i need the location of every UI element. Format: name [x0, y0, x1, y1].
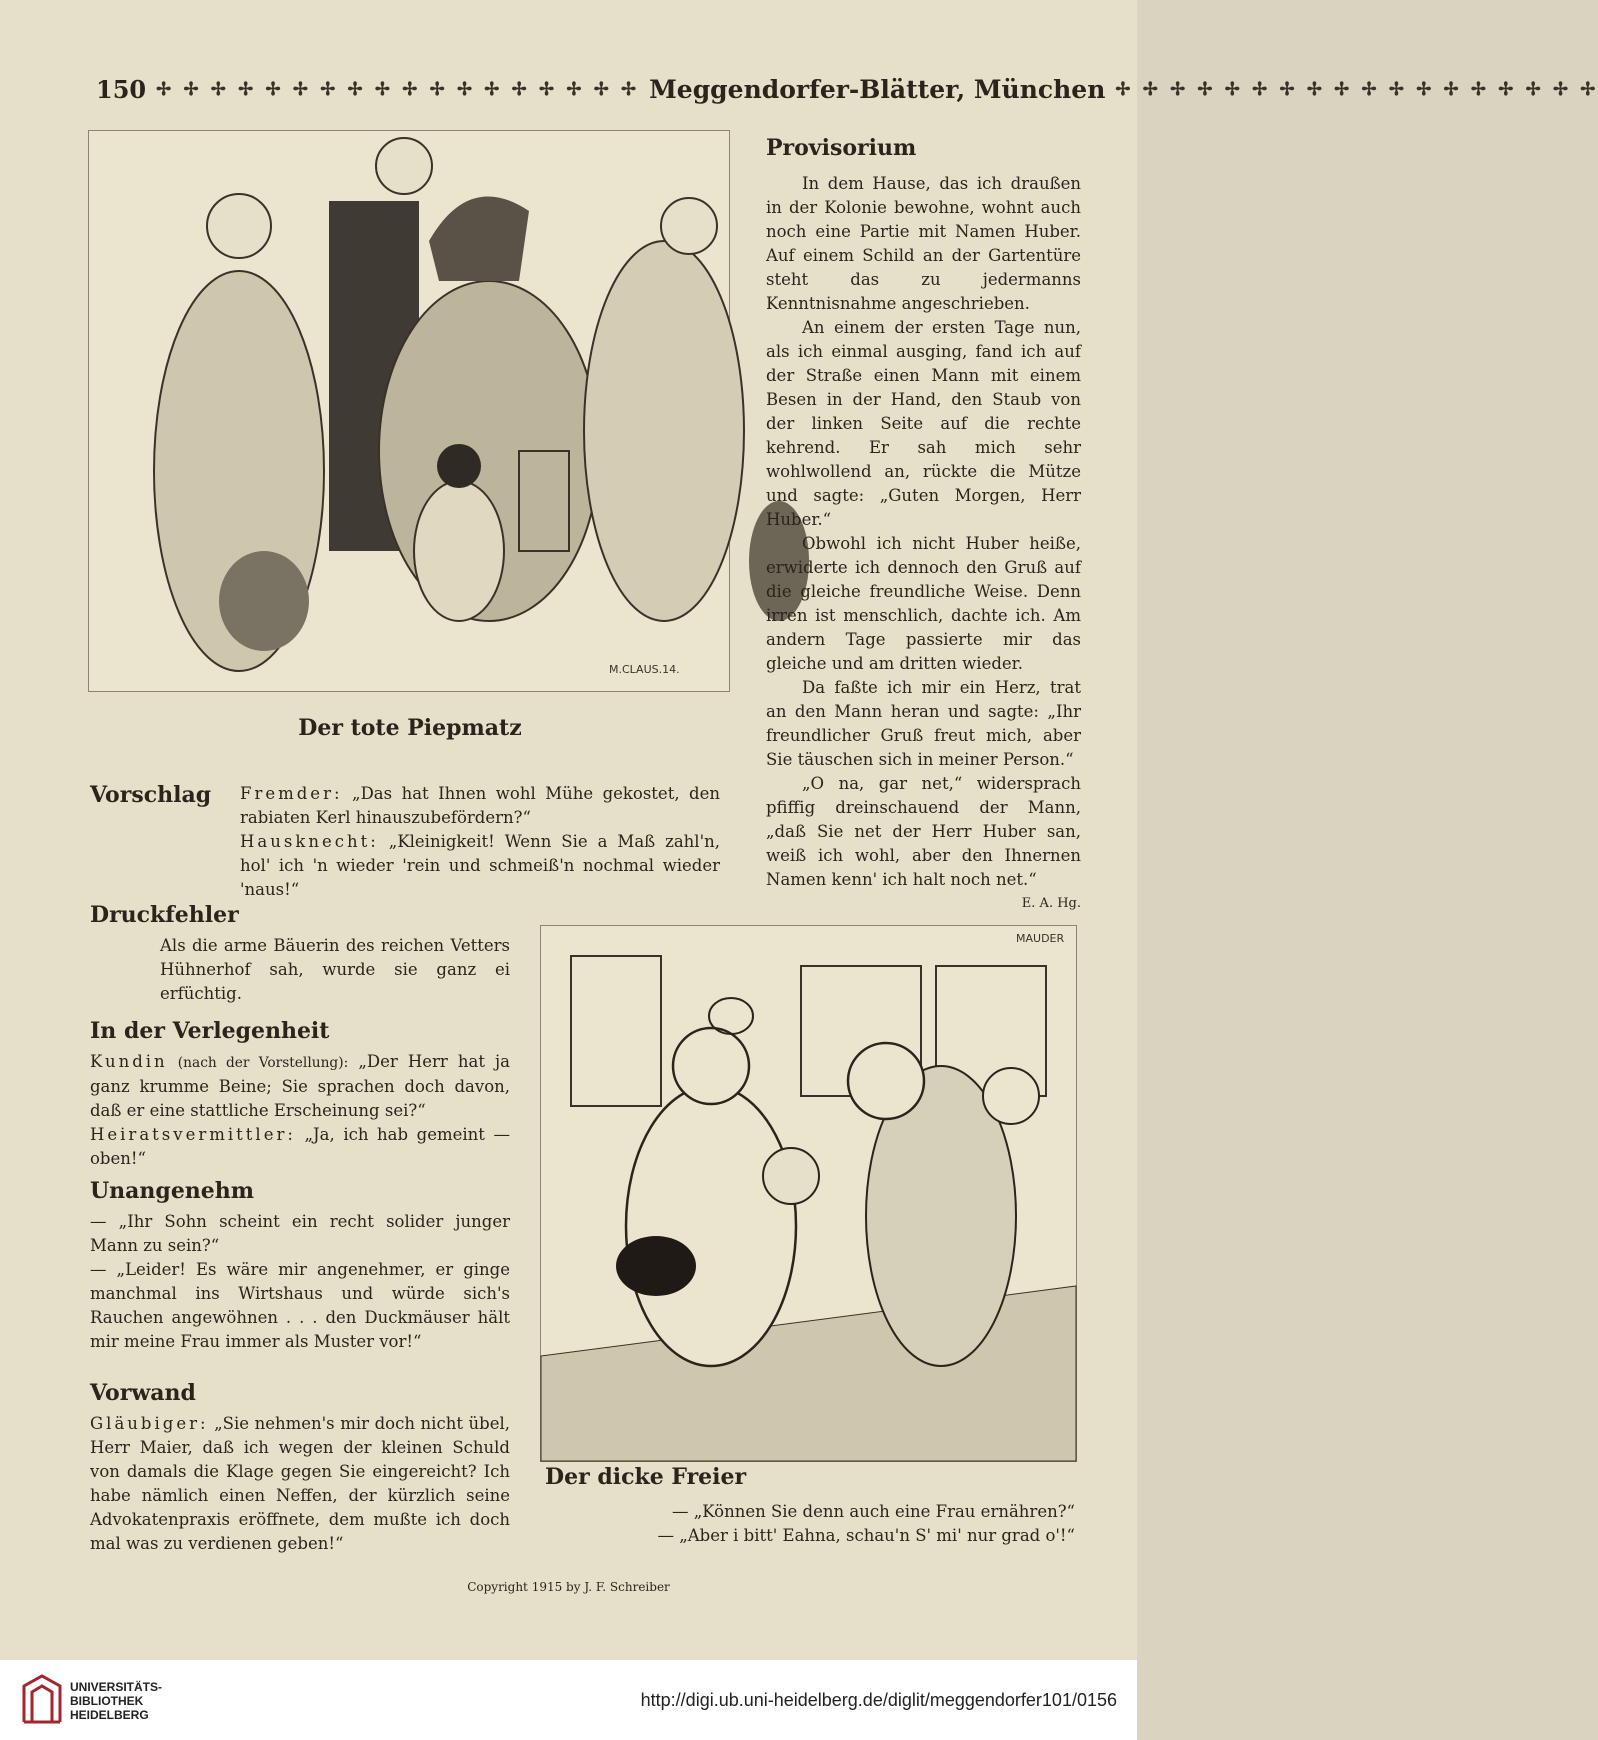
- provisorium-paragraph-1: In dem Hause, das ich draußen in der Kolonie bewohne, wohnt auch noch eine Partie mit Namen Huber. Auf einem Schild an der Gartentüre steht das zu jedermanns Kenntnisnahme angeschrieben.: [766, 174, 1081, 313]
- verlegenheit-line-1-text: „Der Herr hat ja ganz krumme Beine; Sie sprachen doch davon, daß er eine stattliche Erscheinung sei?“: [90, 1052, 511, 1120]
- vorschlag-line-2: [240, 830, 720, 902]
- section-title-vorschlag: Vorschlag: [90, 782, 212, 808]
- illustration-sketch: [89, 131, 729, 691]
- illustration-sketch-2: [541, 926, 1076, 1461]
- unangenehm-dialogue: [90, 1210, 510, 1354]
- vorwand-text: [90, 1412, 510, 1556]
- provisorium-body: [766, 172, 1081, 916]
- source-url-link[interactable]: http://digi.ub.uni-heidelberg.de/diglit/meggendorfer101/0156: [640, 1690, 1117, 1710]
- vorwand-body: „Sie nehmen's mir doch nicht übel, Herr Maier, daß ich wegen der kleinen Schuld von damals die Klage gegen Sie eingereicht? Ich habe nämlich einen Neffen, der kürzlich seine Advokatenpraxis eröffnete, dem mußte ich doch mal was zu verdienen geben!“: [90, 1414, 510, 1553]
- vorschlag-line-1: [240, 782, 720, 830]
- vorschlag-line-1-text: „Das hat Ihnen wohl Mühe gekostet, den rabiaten Kerl hinauszubefördern?“: [240, 784, 721, 827]
- verlegenheit-line-1: [90, 1050, 510, 1123]
- speaker-fremder: Fremder:: [240, 784, 343, 803]
- section-title-vorwand: Vorwand: [90, 1380, 196, 1406]
- library-footer: [0, 1660, 1137, 1740]
- author-credit: E. A. Hg.: [1021, 896, 1081, 911]
- library-name: [70, 1680, 162, 1722]
- page-header: [96, 72, 1598, 106]
- masthead-title: Meggendorfer-Blätter, München: [649, 74, 1106, 104]
- provisorium-paragraph-5-text: „O na, gar net,“ widersprach pfiffig dreinschauend der Mann, „daß Sie net der Herr Huber san, weiß ich wohl, aber den Ihnernen Namen kenn' ich halt noch net.“: [766, 774, 1081, 889]
- provisorium-paragraph-2: An einem der ersten Tage nun, als ich einmal ausging, fand ich auf der Straße einen Mann mit einem Besen in der Hand, den Staub von der linken Seite auf die rechte kehrend. Er sah mich sehr wohlwollend an, rückte die Mütze und sagte: „Guten Morgen, Herr Huber.“: [766, 318, 1081, 529]
- druckfehler-text: Als die arme Bäuerin des reichen Vetters Hühnerhof sah, wurde sie ganz ei erfüchtig.: [160, 936, 510, 1003]
- vorschlag-dialogue: [240, 782, 720, 902]
- illustration-tote-piepmatz: [88, 130, 730, 692]
- speaker-hausknecht: Hausknecht:: [240, 832, 379, 851]
- provisorium-paragraph-4: Da faßte ich mir ein Herz, trat an den Mann heran und sagte: „Ihr freundlicher Gruß freut mich, aber Sie täuschen sich in meiner Person.“: [766, 678, 1081, 769]
- section-title-druckfehler: Druckfehler: [90, 902, 239, 928]
- illustration-signature: M.CLAUS.14.: [609, 663, 680, 676]
- section-title-provisorium: Provisorium: [766, 135, 917, 161]
- speaker-kundin: Kundin: [90, 1052, 168, 1071]
- library-name-line-3: HEIDELBERG: [70, 1708, 149, 1722]
- unangenehm-line-2: — „Leider! Es wäre mir angenehmer, er ginge manchmal ins Wirtshaus und würde sich's Rauchen angewöhnen . . . den Duckmäuser hält mir meine Frau immer als Muster vor!“: [90, 1260, 510, 1351]
- freier-line-2: — „Aber i bitt' Eahna, schau'n S' mi' nur grad o'!“: [657, 1526, 1075, 1545]
- illustration-signature-2: MAUDER: [1016, 932, 1065, 945]
- library-name-line-2: BIBLIOTHEK: [70, 1694, 144, 1708]
- vorschlag-line-2-text: „Kleinigkeit! Wenn Sie a Maß zahl'n, hol' ich 'n wieder 'rein und schmeiß'n nochmal wieder 'naus!“: [240, 832, 720, 899]
- speaker-glaeubiger: Gläubiger:: [90, 1414, 209, 1433]
- verlegenheit-line-2-text: „Ja, ich hab gemeint — oben!“: [90, 1125, 511, 1168]
- verlegenheit-dialogue: [90, 1050, 510, 1171]
- caption-tote-piepmatz: Der tote Piepmatz: [298, 715, 522, 741]
- section-title-unangenehm: Unangenehm: [90, 1178, 255, 1204]
- page-number: 150: [96, 74, 147, 104]
- illustration-dicke-freier: [540, 925, 1077, 1462]
- provisorium-paragraph-3: Obwohl ich nicht Huber heiße, erwiderte ich dennoch den Gruß auf die gleiche freundliche Weise. Denn irren ist menschlich, dachte ich. Am andern Tage passierte mir das gleiche und am dritten wieder.: [766, 534, 1081, 673]
- provisorium-paragraph-5: [766, 772, 1081, 911]
- speaker-heiratsvermittler: Heiratsvermittler:: [90, 1125, 296, 1144]
- verlegenheit-line-2: [90, 1123, 510, 1171]
- caption-dicke-freier: Der dicke Freier: [545, 1464, 747, 1490]
- freier-dialogue: [620, 1500, 1075, 1548]
- header-ornament-right: ✢ ✢ ✢ ✢ ✢ ✢ ✢ ✢ ✢ ✢ ✢ ✢ ✢ ✢ ✢ ✢ ✢ ✢: [1115, 78, 1598, 100]
- unangenehm-line-1: — „Ihr Sohn scheint ein recht solider junger Mann zu sein?“: [90, 1212, 510, 1255]
- university-library-logo: [20, 1672, 64, 1728]
- freier-line-1: — „Können Sie denn auch eine Frau ernähren?“: [671, 1502, 1075, 1521]
- section-title-verlegenheit: In der Verlegenheit: [90, 1018, 330, 1044]
- stage-note: (nach der Vorstellung):: [177, 1055, 349, 1071]
- library-name-line-1: UNIVERSITÄTS-: [70, 1680, 163, 1694]
- copyright-notice: Copyright 1915 by J. F. Schreiber: [467, 1580, 670, 1594]
- header-ornament-left: ✢ ✢ ✢ ✢ ✢ ✢ ✢ ✢ ✢ ✢ ✢ ✢ ✢ ✢ ✢ ✢ ✢ ✢: [156, 78, 640, 100]
